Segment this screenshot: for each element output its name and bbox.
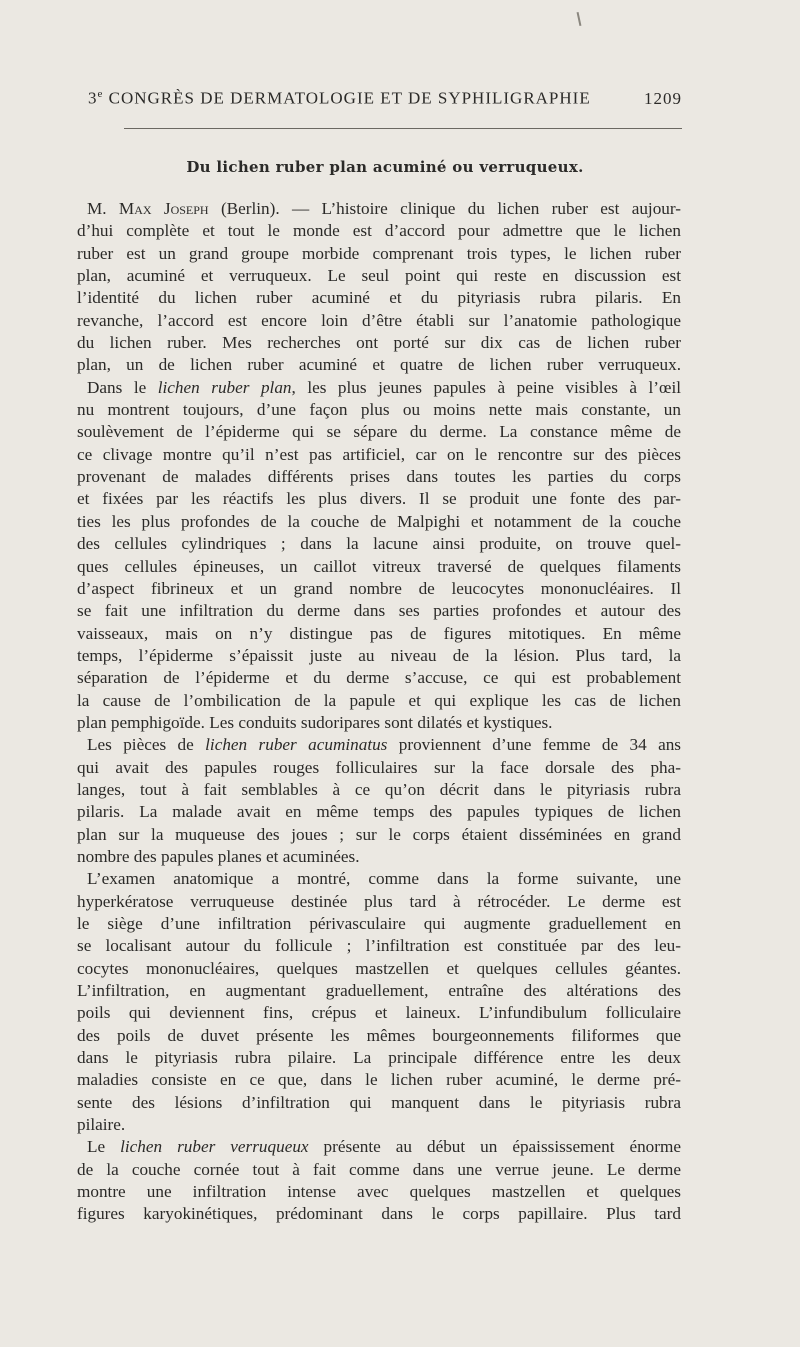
congress-number: 3 (88, 88, 98, 108)
text-line: des cellules cylindriques ; dans la lacune ainsi produite, on trouve quel- (77, 534, 681, 554)
running-head (88, 88, 682, 109)
journal-title: CONGRÈS DE DERMATOLOGIE ET DE SYPHILIGRAPHIE (108, 88, 591, 108)
text-line: nu montrent toujours, d’une façon plus ou moins nette mais constante, un (77, 400, 681, 420)
scan-mark (577, 12, 582, 26)
text-line: plan pemphigoïde. Les conduits sudoripares sont dilatés et kystiques. (77, 712, 553, 732)
text-line: le siège d’une infiltration périvasculaire qui augmente graduellement en (77, 914, 681, 933)
text-line: maladies consiste en ce que, dans le lichen ruber acuminé, le derme pré- (77, 1070, 681, 1090)
article-title: Du lichen ruber plan acuminé ou verruqueux. (186, 158, 584, 176)
text-line: L’examen anatomique a montré, comme dans la forme suivante, une (87, 869, 681, 889)
line-text: présente au début un épaississement énorme (308, 1137, 681, 1157)
text-line: et fixées par les réactifs les plus divers. Il se produit une fonte des par- (77, 489, 681, 509)
text-line: langes, tout à fait semblables à ce qu’on décrit dans le pityriasis rubra (77, 779, 681, 799)
text-line: la cause de l’ombilication de la papule et qui explique les cas de lichen (77, 690, 681, 710)
congress-sup: e (97, 88, 104, 100)
text-line: qui avait des papules rouges folliculaires sur la face dorsale des pha- (77, 757, 681, 777)
italic-term: lichen ruber verruqueux (120, 1137, 309, 1157)
text-line: séparation de l’épiderme et du derme s’accuse, ce qui est probablement (77, 668, 681, 688)
text-line: du lichen ruber. Mes recherches ont porté sur dix cas de lichen ruber (77, 333, 681, 353)
text-line: se fait une infiltration du derme dans ses parties profondes et autour des (77, 601, 681, 621)
italic-term: lichen ruber plan (157, 377, 292, 397)
text-line: cocytes mononucléaires, quelques mastzellen et quelques cellules géantes. (77, 958, 681, 978)
text-line (77, 377, 681, 399)
text-line: sente des lésions d’infiltration qui manquent dans le pityriasis rubra (77, 1092, 681, 1112)
text-line: dans le pityriasis rubra pilaire. La principale différence entre les deux (77, 1048, 681, 1068)
text-line: des poils de duvet présente les mêmes bourgeonnements filiformes que (77, 1025, 681, 1045)
text-line: L’infiltration, en augmentant graduellement, entraîne des altérations des (77, 981, 681, 1001)
text-line: hyperkératose verruqueuse destinée plus tard à rétrocéder. Le derme est (77, 891, 681, 911)
text-line: temps, l’épiderme s’épaissit juste au niveau de la lésion. Plus tard, la (77, 645, 681, 665)
text-line: d’aspect fibrineux et un grand nombre de leucocytes mononucléaires. Il (77, 578, 681, 598)
page-number: 1209 (644, 88, 682, 108)
text-line: provenant de malades différents prises dans toutes les parties du corps (77, 467, 681, 487)
line-text: Les pièces de (87, 735, 206, 755)
article-body (77, 198, 681, 1226)
text-line: plan sur la muqueuse des joues ; sur le corps étaient disséminées en grand (77, 824, 681, 844)
text-line: d’hui complète et tout le monde est d’accord pour admettre que le lichen (77, 221, 681, 241)
text-line: plan, un de lichen ruber acuminé et quatre de lichen ruber verruqueux. (77, 355, 681, 375)
text-line: ruber est un grand groupe morbide comprenant trois types, le lichen ruber (77, 243, 681, 263)
text-line: plan, acuminé et verruqueux. Le seul point qui reste en discussion est (77, 266, 681, 286)
text-line: se localisant autour du follicule ; l’infiltration est constituée par des leu- (77, 936, 681, 956)
header-rule (124, 128, 682, 129)
line-text: Dans le (87, 377, 158, 397)
text-line: montre une infiltration intense avec quelques mastzellen et quelques (77, 1182, 681, 1202)
text-line: l’identité du lichen ruber acuminé et du pityriasis rubra pilaris. En (77, 288, 681, 308)
text-line: de la couche cornée tout à fait comme dans une verrue jeune. Le derme (77, 1159, 681, 1179)
line-text: Le (87, 1137, 121, 1157)
text-line: ce clivage montre qu’il n’est pas artificiel, car on le rencontre sur des pièces (77, 444, 681, 464)
text-line: poils qui deviennent fins, crépus et laineux. L’infundibulum folliculaire (77, 1003, 681, 1023)
text-line: ties les plus profondes de la couche de Malpighi et notamment de la couche (77, 511, 681, 531)
line-text: (Berlin). — L’histoire clinique du lichen ruber est aujour- (208, 199, 681, 218)
text-line: pilaire. (77, 1115, 126, 1135)
text-line: ques cellules épineuses, un caillot vitreux traversé de quelques filaments (77, 556, 681, 576)
author-name: M. Max Joseph (87, 199, 209, 218)
text-line: vaisseaux, mais on n’y distingue pas de figures mitotiques. En même (77, 623, 681, 643)
text-line: revanche, l’accord est encore loin d’être établi sur l’anatomie pathologique (77, 310, 681, 330)
line-text: , les plus jeunes papules à peine visibles à l’œil (291, 377, 681, 397)
running-head-title (88, 88, 591, 109)
line-text: proviennent d’une femme de 34 ans (387, 735, 681, 755)
text-line: nombre des papules planes et acuminées. (77, 846, 360, 866)
text-line (77, 198, 681, 220)
text-line: figures karyokinétiques, prédominant dans le corps papillaire. Plus tard (77, 1204, 681, 1224)
text-line: pilaris. La malade avait en même temps des papules typiques de lichen (77, 802, 681, 822)
text-line (77, 734, 681, 756)
italic-term: lichen ruber acuminatus (205, 735, 388, 755)
text-line (77, 1136, 681, 1158)
text-line: soulèvement de l’épiderme qui se sépare du derme. La constance même de (77, 422, 681, 442)
